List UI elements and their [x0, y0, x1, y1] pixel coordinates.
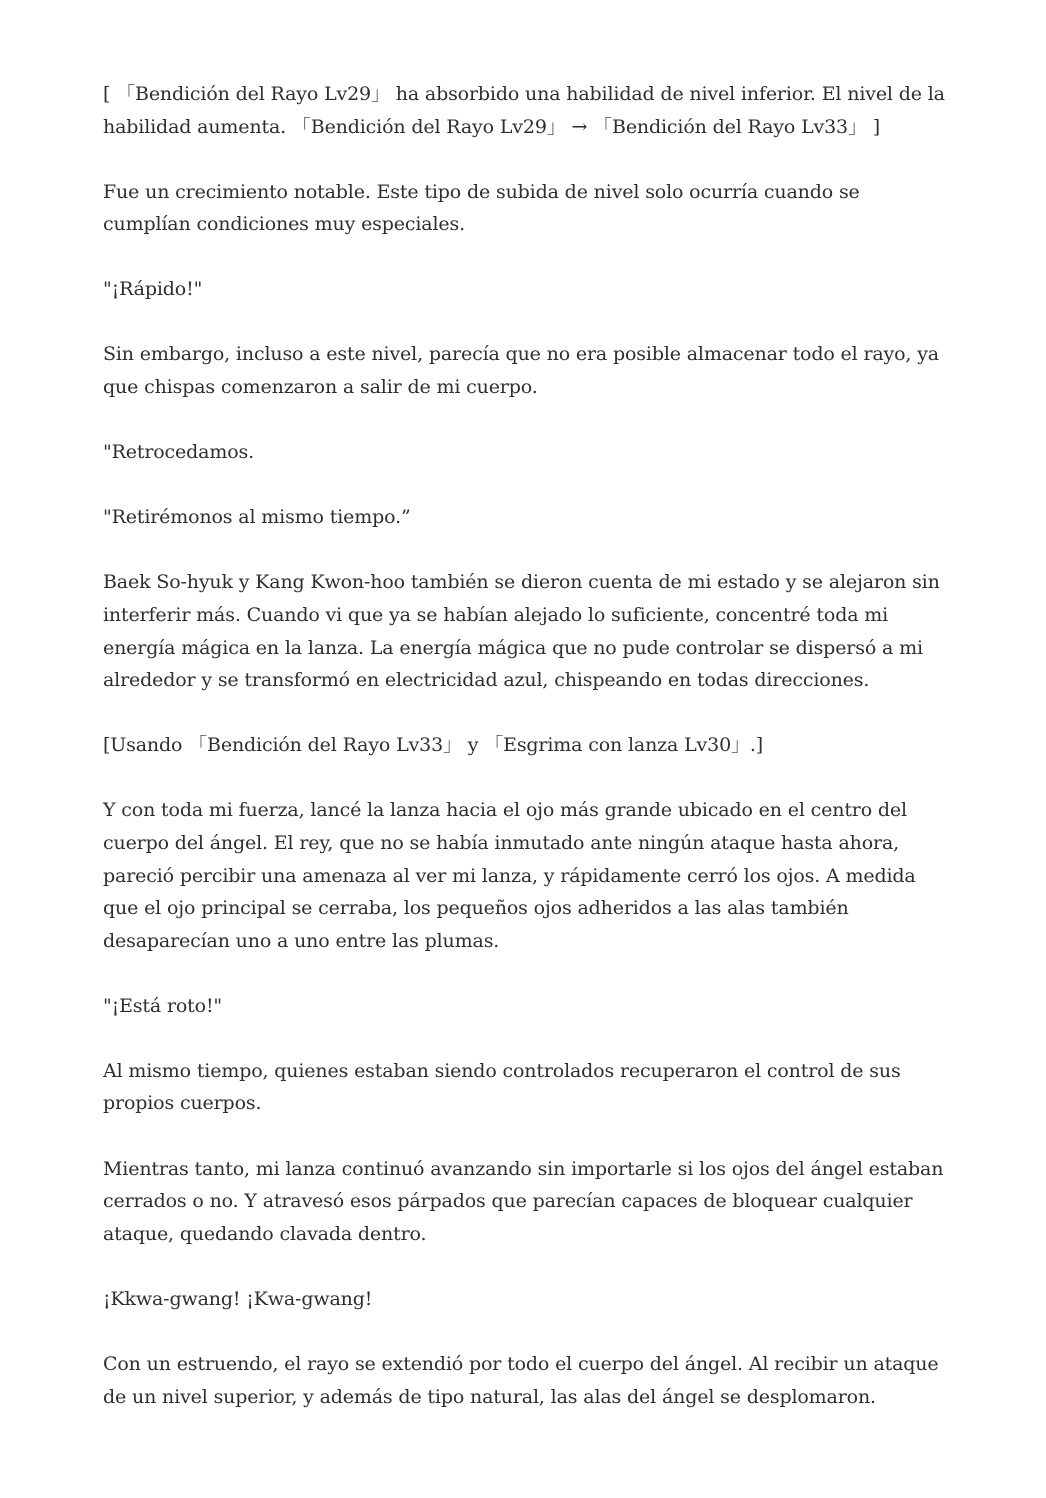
paragraph-narration-control-recovered: Al mismo tiempo, quienes estaban siendo controlados recuperaron el control de sus propios cuerpos. [103, 1059, 907, 1115]
paragraph-narration-spear-throw: Y con toda mi fuerza, lancé la lanza hacia el ojo más grande ubicado en el centro del cuerpo del ángel. El rey, que no se había inmutado ante ningún ataque hasta ahora, pareció percibir una amenaza al ver mi lanza, y rápidamente cerró los ojos. A medida que el ojo principal se cerraba, los pequeños ojos adheridos a las alas también desaparecían uno a uno entre las plumas. [103, 799, 922, 952]
paragraph-sound-effect: ¡Kkwa-gwang! ¡Kwa-gwang! [103, 1287, 373, 1310]
paragraph-dialogue-withdraw: "Retirémonos al mismo tiempo.” [103, 506, 411, 529]
paragraph-dialogue-broken: "¡Está roto!" [103, 994, 223, 1017]
paragraph-narration-sparks: Sin embargo, incluso a este nivel, parecía que no era posible almacenar todo el rayo, ya que chispas comenzaron a salir de mi cuerpo. [103, 343, 945, 399]
paragraph-narration-spear-pierce: Mientras tanto, mi lanza continuó avanzando sin importarle si los ojos del ángel estaban cerrados o no. Y atravesó esos párpados que parecían capaces de bloquear cualquier ataque, quedando clavada dentro. [103, 1157, 950, 1245]
paragraph-dialogue-quick: "¡Rápido!" [103, 278, 203, 301]
paragraph-narration-wings-collapse: Con un estruendo, el rayo se extendió por todo el cuerpo del ángel. Al recibir un ataque de un nivel superior, y además de tipo natural, las alas del ángel se desplomaron. [103, 1352, 945, 1408]
paragraph-system-message-skills: [Usando 「Bendición del Rayo Lv33」 y 「Esgrima con lanza Lv30」.] [103, 734, 764, 757]
paragraph-system-message-level-up: [ 「Bendición del Rayo Lv29」 ha absorbido una habilidad de nivel inferior. El nivel de la habilidad aumenta. 「Bendición del Rayo Lv29」 → 「Bendición del Rayo Lv33」 ] [103, 83, 951, 138]
paragraph-narration-magic-energy: Baek So-hyuk y Kang Kwon-hoo también se dieron cuenta de mi estado y se alejaron sin interferir más. Cuando vi que ya se habían alejado lo suficiente, concentré toda mi energía mágica en la lanza. La energía mágica que no pude controlar se dispersó a mi alrededor y se transformó en electricidad azul, chispeando en todas direcciones. [103, 571, 946, 692]
paragraph-dialogue-retreat: "Retrocedamos. [103, 441, 254, 464]
paragraph-narration-growth: Fue un crecimiento notable. Este tipo de subida de nivel solo ocurría cuando se cumplían condiciones muy especiales. [103, 180, 866, 236]
document-body [103, 78, 951, 1446]
